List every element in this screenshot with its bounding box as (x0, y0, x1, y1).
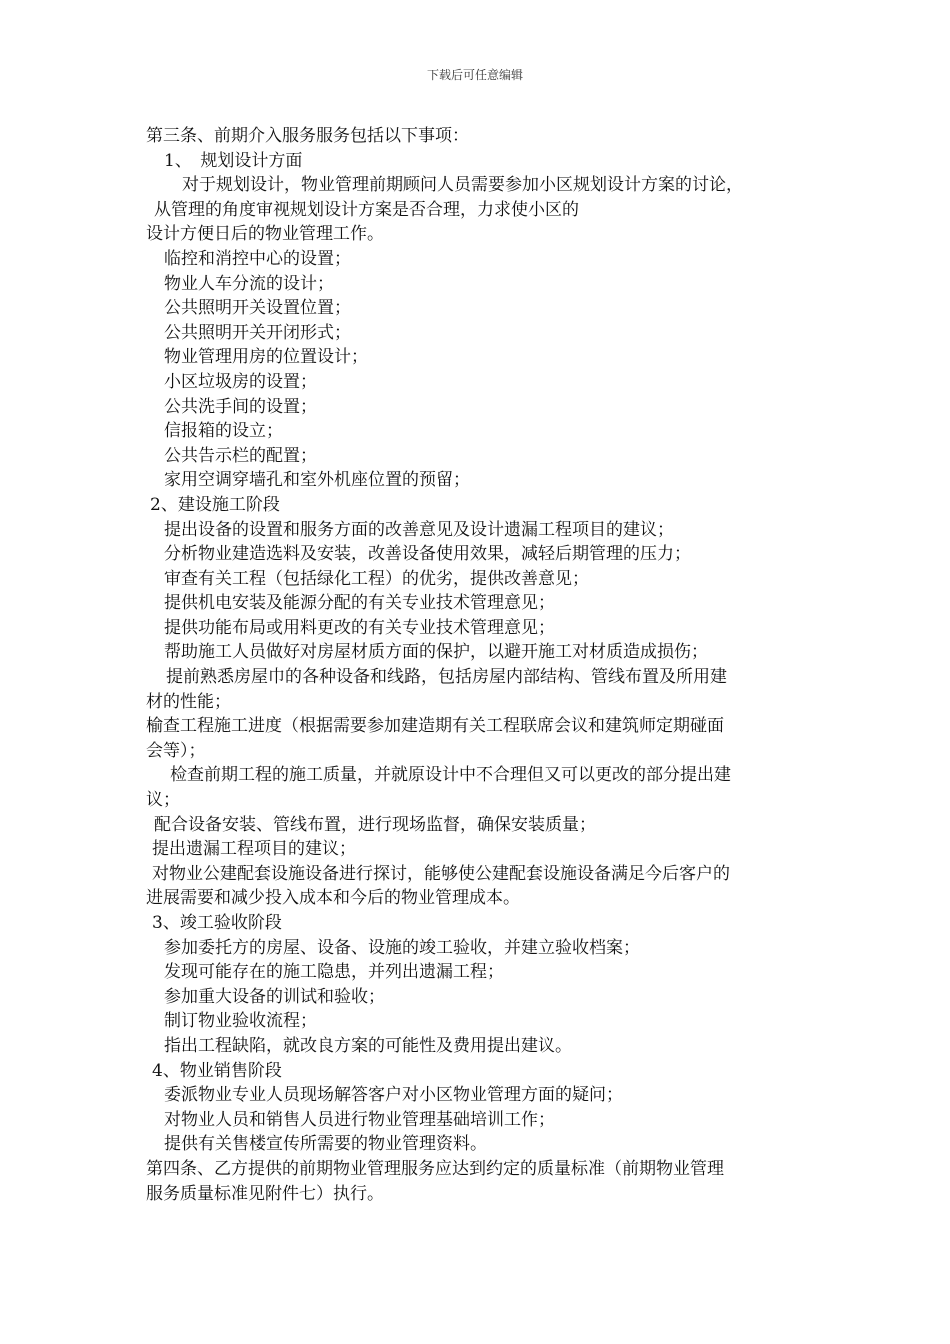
list-item: 对物业公建配套设施设备进行探讨，能够使公建配套设施设备满足今后客户的 (152, 863, 730, 884)
article-4-text: 第四条、乙方提供的前期物业管理服务应达到约定的质量标准（前期物业管理 (146, 1158, 724, 1179)
list-item: 临控和消控中心的设置； (164, 248, 351, 269)
list-item: 制订物业验收流程； (164, 1011, 317, 1032)
section-2-heading: 2、建设施工阶段 (150, 494, 280, 515)
list-item: 提供功能布局或用料更改的有关专业技术管理意见； (164, 617, 555, 638)
list-item: 提出设备的设置和服务方面的改善意见及设计遗漏工程项目的建议； (164, 519, 674, 540)
list-item: 提供机电安装及能源分配的有关专业技术管理意见； (164, 593, 555, 614)
paragraph-line: 从管理的角度审视规划设计方案是否合理，力求使小区的 (154, 199, 579, 220)
list-item: 物业管理用房的位置设计； (164, 347, 368, 368)
list-item: 委派物业专业人员现场解答客户对小区物业管理方面的疑问； (164, 1085, 623, 1106)
list-item: 榆查工程施工进度（根据需要参加建造期有关工程联席会议和建筑师定期碰面 (146, 716, 724, 737)
list-item: 发现可能存在的施工隐患，并列出遗漏工程； (164, 962, 504, 983)
article-3-heading: 第三条、前期介入服务服务包括以下事项： (146, 126, 469, 146)
list-item: 提出遗漏工程项目的建议； (152, 839, 356, 860)
list-item: 小区垃圾房的设置； (164, 371, 317, 392)
list-item: 帮助施工人员做好对房屋材质方面的保护，以避开施工对材质造成损伤； (164, 642, 708, 663)
list-item: 家用空调穿墙孔和室外机座位置的预留； (164, 470, 470, 491)
list-item-continuation: 材的性能； (146, 691, 231, 712)
list-item: 物业人车分流的设计； (164, 273, 334, 294)
list-item-continuation: 议； (146, 790, 180, 811)
article-4-text-continuation: 服务质量标准见附件七）执行。 (146, 1183, 384, 1204)
list-item-continuation: 进展需要和减少投入成本和今后的物业管理成本。 (146, 888, 520, 909)
list-item-continuation: 会等）； (146, 740, 206, 761)
document-body (146, 124, 818, 1206)
list-item: 提供有关售楼宣传所需要的物业管理资料。 (164, 1134, 487, 1155)
list-item: 指出工程缺陷，就改良方案的可能性及费用提出建议。 (164, 1035, 572, 1056)
paragraph-line: 设计方便日后的物业管理工作。 (146, 224, 384, 245)
list-item: 信报箱的设立； (164, 421, 283, 442)
list-item: 分析物业建造选料及安装，改善设备使用效果，减轻后期管理的压力； (164, 544, 691, 565)
section-1-heading: 1、 规划设计方面 (164, 150, 303, 171)
page-header: 下载后可任意编辑 (426, 68, 523, 82)
list-item: 对物业人员和销售人员进行物业管理基础培训工作； (164, 1109, 555, 1130)
list-item: 配合设备安装、管线布置，进行现场监督，确保安装质量； (154, 814, 596, 835)
section-4-heading: 4、物业销售阶段 (152, 1060, 282, 1081)
paragraph-line: 对于规划设计，物业管理前期顾问人员需要参加小区规划设计方案的讨论， (182, 175, 743, 196)
list-item: 公共告示栏的配置； (164, 445, 317, 466)
list-item: 检查前期工程的施工质量，并就原设计中不合理但又可以更改的部分提出建 (170, 765, 731, 786)
list-item: 提前熟悉房屋巾的各种设备和线路，包括房屋内部结构、管线布置及所用建 (166, 667, 727, 688)
section-3-heading: 3、竣工验收阶段 (152, 913, 282, 933)
list-item: 参加委托方的房屋、设备、设施的竣工验收，并建立验收档案； (164, 937, 640, 958)
list-item: 公共照明开关设置位置； (164, 298, 351, 319)
list-item: 参加重大设备的训试和验收； (164, 986, 385, 1007)
list-item: 公共照明开关开闭形式； (164, 322, 351, 343)
list-item: 公共洗手间的设置； (164, 396, 317, 417)
list-item: 审查有关工程（包括绿化工程）的优劣，提供改善意见； (164, 568, 589, 589)
